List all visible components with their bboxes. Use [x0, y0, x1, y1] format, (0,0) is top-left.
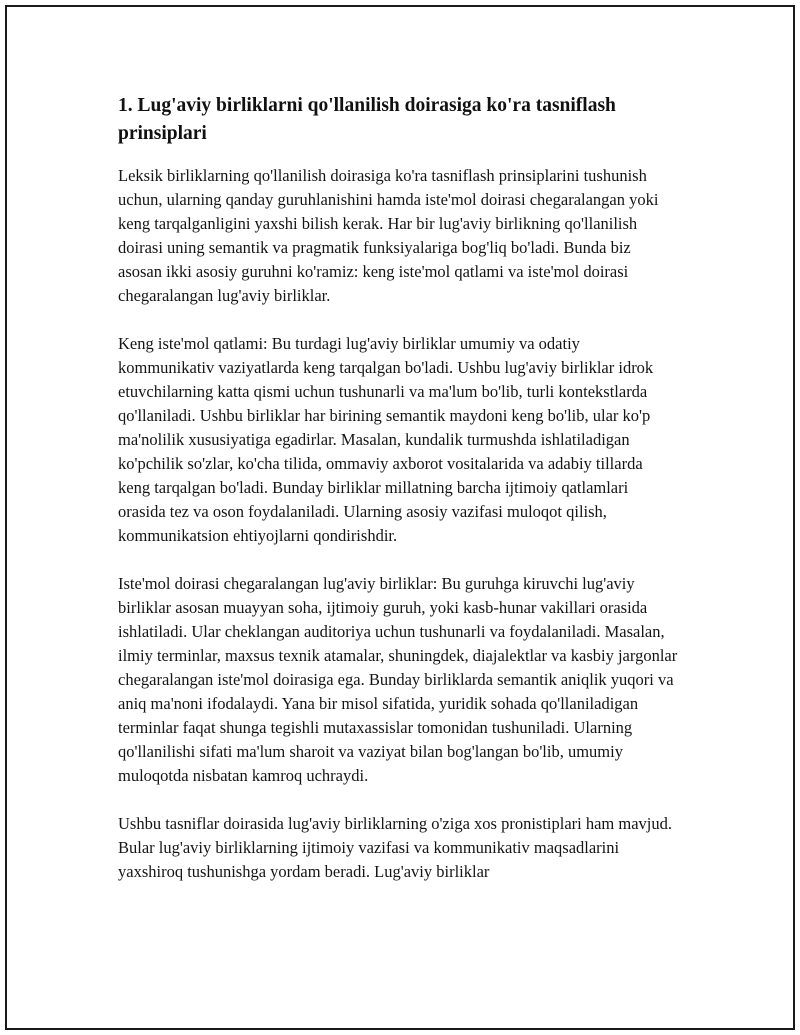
- paragraph-intro: Leksik birliklarning qo'llanilish doirasiga ko'ra tasniflash prinsiplarini tushunish uchun, ularning qanday guruhlanishini hamda iste'mol doirasi chegaralangan yoki keng tarqalganligini yaxshi bilish kerak. Har bir lug'aviy birlikning qo'llanilish doirasi uning semantik va pragmatik funksiyalariga bog'liq bo'ladi. Bunda biz asosan ikki asosiy guruhni ko'ramiz: keng iste'mol qatlami va iste'mol doirasi chegaralangan lug'aviy birliklar.: [118, 166, 659, 305]
- paragraph-wide-usage: Keng iste'mol qatlami: Bu turdagi lug'aviy birliklar umumiy va odatiy kommunikativ vaziyatlarda keng tarqalgan bo'ladi. Ushbu lug'aviy birliklar idrok etuvchilarning katta qismi uchun tushunarli va ma'lum bo'lib, turli kontekstlarda qo'llaniladi. Ushbu birliklar har birining semantik maydoni keng bo'lib, ular ko'p ma'nolilik xususiyatiga egadirlar. Masalan, kundalik turmushda ishlatiladigan ko'pchilik so'zlar, ko'cha tilida, ommaviy axborot vositalarida va adabiy tillarda keng tarqalgan bo'ladi. Bunday birliklar millatning barcha ijtimoiy qatlamlari orasida tez va oson foydalaniladi. Ularning asosiy vazifasi muloqot qilish, kommunikatsion ehtiyojlarni qondirishdir.: [118, 334, 654, 545]
- paragraph-conclusion: Ushbu tasniflar doirasida lug'aviy birliklarning o'ziga xos pronistiplari ham mavjud. Bular lug'aviy birliklarning ijtimoiy vazifasi va kommunikativ maqsadlarini yaxshiroq tushunishga yordam beradi. Lug'aviy birliklar: [118, 814, 673, 881]
- section-title: 1. Lug'aviy birliklarni qo'llanilish doirasiga ko'ra tasniflash prinsiplari: [118, 95, 616, 144]
- paragraph-limited-usage: Iste'mol doirasi chegaralangan lug'aviy birliklar: Bu guruhga kiruvchi lug'aviy birliklar asosan muayyan soha, ijtimoiy guruh, yoki kasb-hunar vakillari orasida ishlatiladi. Ular cheklangan auditoriya uchun tushunarli va foydalaniladi. Masalan, ilmiy terminlar, maxsus texnik atamalar, shuningdek, diajalektlar va kasbiy jargonlar chegaralangan iste'mol doirasiga ega. Bunday birliklarda semantik aniqlik yuqori va aniq ma'noni ifodalaydi. Yana bir misol sifatida, yuridik sohada qo'llaniladigan terminlar faqat shunga tegishli mutaxassislar tomonidan tushuniladi. Ularning qo'llanilishi sifati ma'lum sharoit va vaziyat bilan bog'langan bo'lib, umumiy muloqotda nisbatan kamroq uchraydi.: [118, 574, 678, 785]
- document-body: [118, 92, 678, 908]
